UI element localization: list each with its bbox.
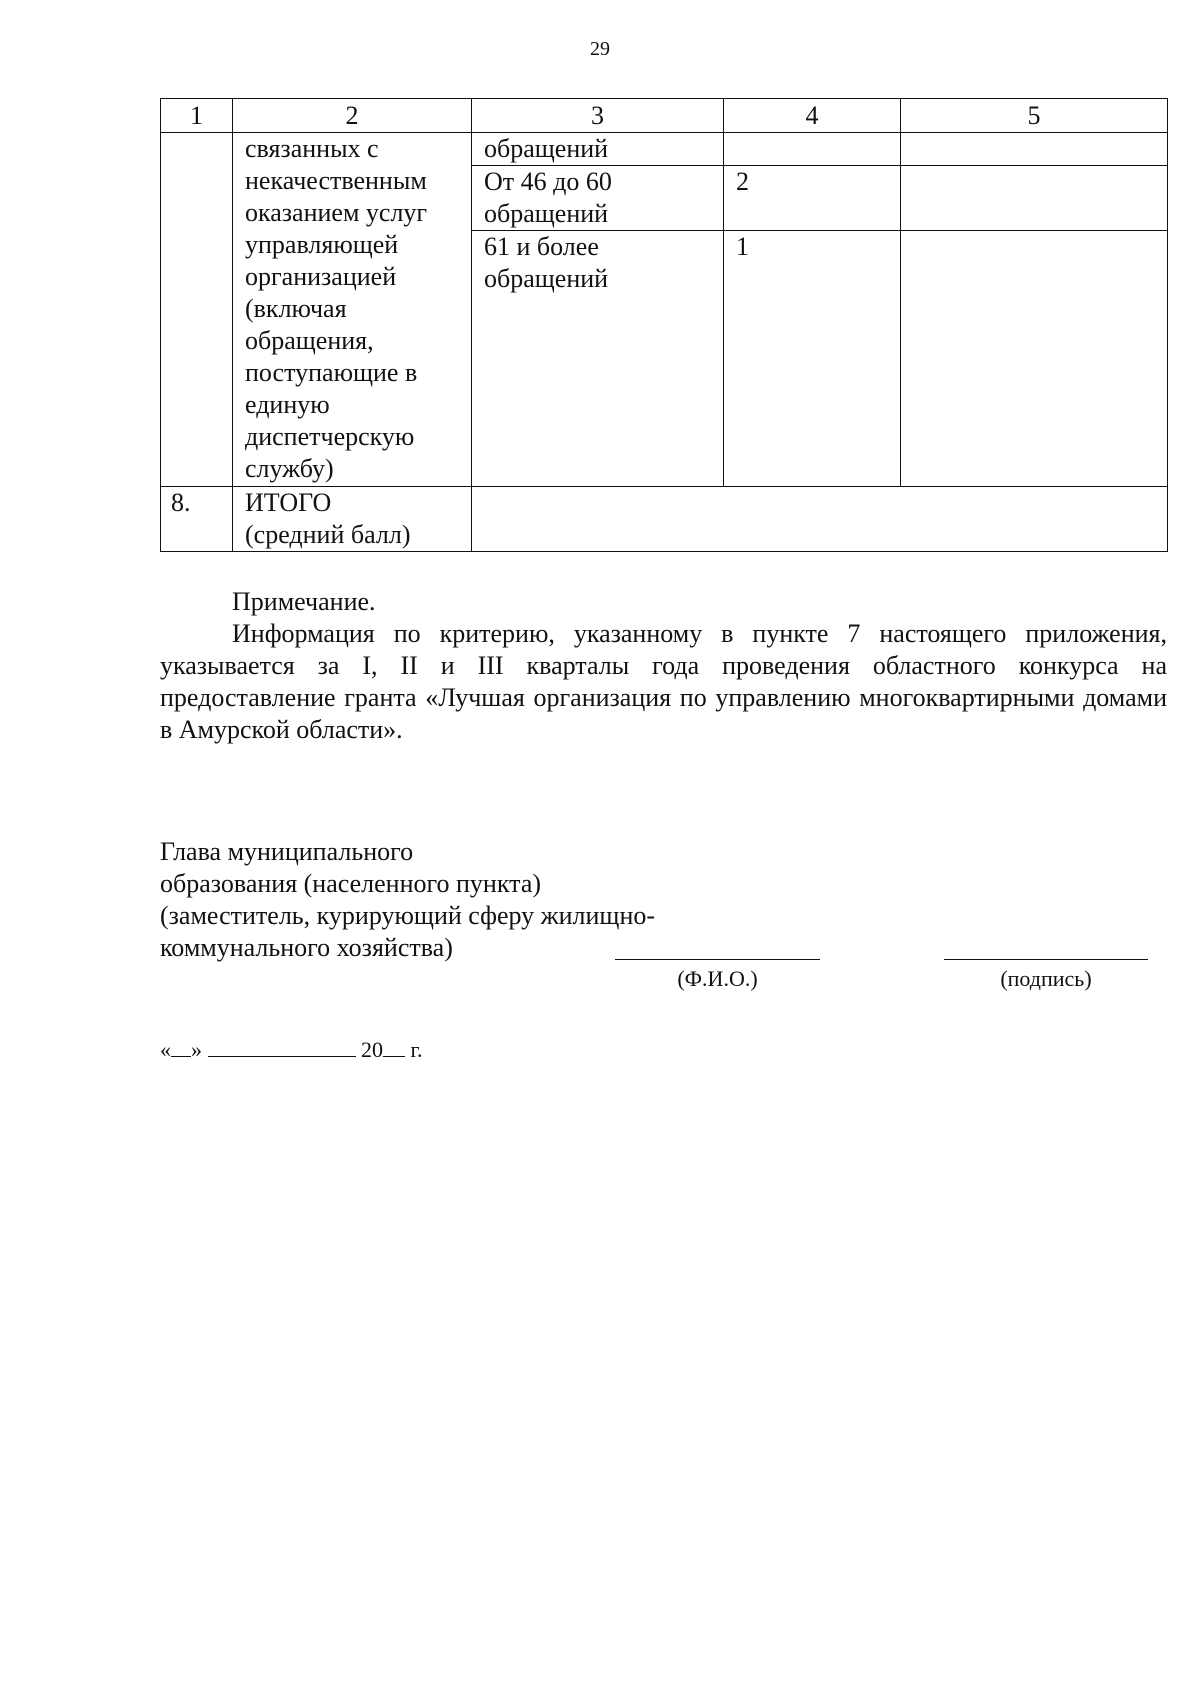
year-suffix: г. bbox=[410, 1037, 423, 1062]
criterion-line: диспетчерскую bbox=[245, 422, 415, 451]
note-title: Примечание. bbox=[232, 587, 376, 616]
header-cell-1: 1 bbox=[161, 99, 233, 133]
score-cell: 1 bbox=[724, 231, 901, 487]
value-cell bbox=[901, 231, 1168, 487]
year-blank bbox=[383, 1036, 405, 1057]
total-row bbox=[161, 487, 1168, 552]
range-cell bbox=[472, 231, 724, 487]
note-text: Информация по критерию, указанному в пункте 7 настоящего приложения, указывается за I, II и III кварталы года проведения областного конкурса на предоставление гранта «Лучшая организация по управлению многоквартирными домами в Амурской области». bbox=[160, 619, 1167, 744]
score-cell bbox=[724, 133, 901, 166]
criterion-line: некачественным bbox=[245, 166, 427, 195]
total-label-line: (средний балл) bbox=[245, 520, 411, 549]
score-cell: 2 bbox=[724, 166, 901, 231]
date-close-quote: » bbox=[191, 1037, 202, 1062]
position-line: коммунального хозяйства) bbox=[160, 933, 453, 962]
range-cell bbox=[472, 166, 724, 231]
signature-line bbox=[944, 959, 1148, 960]
position-line: (заместитель, курирующий сферу жилищно- bbox=[160, 901, 656, 930]
criterion-line: обращения, bbox=[245, 326, 374, 355]
range-line: обращений bbox=[484, 199, 609, 228]
header-cell-2: 2 bbox=[233, 99, 472, 133]
position-line: Глава муниципального bbox=[160, 837, 414, 866]
criterion-line: службу) bbox=[245, 454, 334, 483]
date-line bbox=[160, 1036, 423, 1063]
number-cell-empty bbox=[161, 133, 233, 487]
table-header-row bbox=[161, 99, 1168, 133]
range-line: обращений bbox=[484, 264, 609, 293]
total-value-cell bbox=[472, 487, 1168, 552]
range-line: 61 и более bbox=[484, 232, 599, 261]
total-number: 8. bbox=[161, 487, 233, 552]
range-line: От 46 до 60 bbox=[484, 167, 612, 196]
total-label-line: ИТОГО bbox=[245, 488, 332, 517]
criterion-line: организацией bbox=[245, 262, 397, 291]
signature-caption: (подпись) bbox=[1000, 966, 1092, 991]
range-cell bbox=[472, 133, 724, 166]
signatory-position bbox=[160, 836, 780, 964]
criteria-table bbox=[160, 98, 1168, 552]
criterion-line: оказанием услуг bbox=[245, 198, 428, 227]
criterion-line: единую bbox=[245, 390, 330, 419]
table-row bbox=[161, 133, 1168, 166]
total-label bbox=[233, 487, 472, 552]
fio-line bbox=[615, 959, 820, 960]
date-open-quote: « bbox=[160, 1037, 171, 1062]
header-cell-4: 4 bbox=[724, 99, 901, 133]
range-line: обращений bbox=[484, 134, 609, 163]
criterion-cell bbox=[233, 133, 472, 487]
position-line: образования (населенного пункта) bbox=[160, 869, 542, 898]
criterion-line: связанных с bbox=[245, 134, 379, 163]
fio-caption: (Ф.И.О.) bbox=[677, 966, 758, 991]
criterion-line: (включая bbox=[245, 294, 347, 323]
value-cell bbox=[901, 166, 1168, 231]
day-blank bbox=[171, 1036, 191, 1057]
criterion-line: поступающие в bbox=[245, 358, 418, 387]
year-prefix: 20 bbox=[361, 1037, 383, 1062]
month-blank bbox=[208, 1036, 356, 1057]
value-cell bbox=[901, 133, 1168, 166]
page-number: 29 bbox=[590, 38, 610, 60]
header-cell-3: 3 bbox=[472, 99, 724, 133]
header-cell-5: 5 bbox=[901, 99, 1168, 133]
criterion-line: управляющей bbox=[245, 230, 399, 259]
